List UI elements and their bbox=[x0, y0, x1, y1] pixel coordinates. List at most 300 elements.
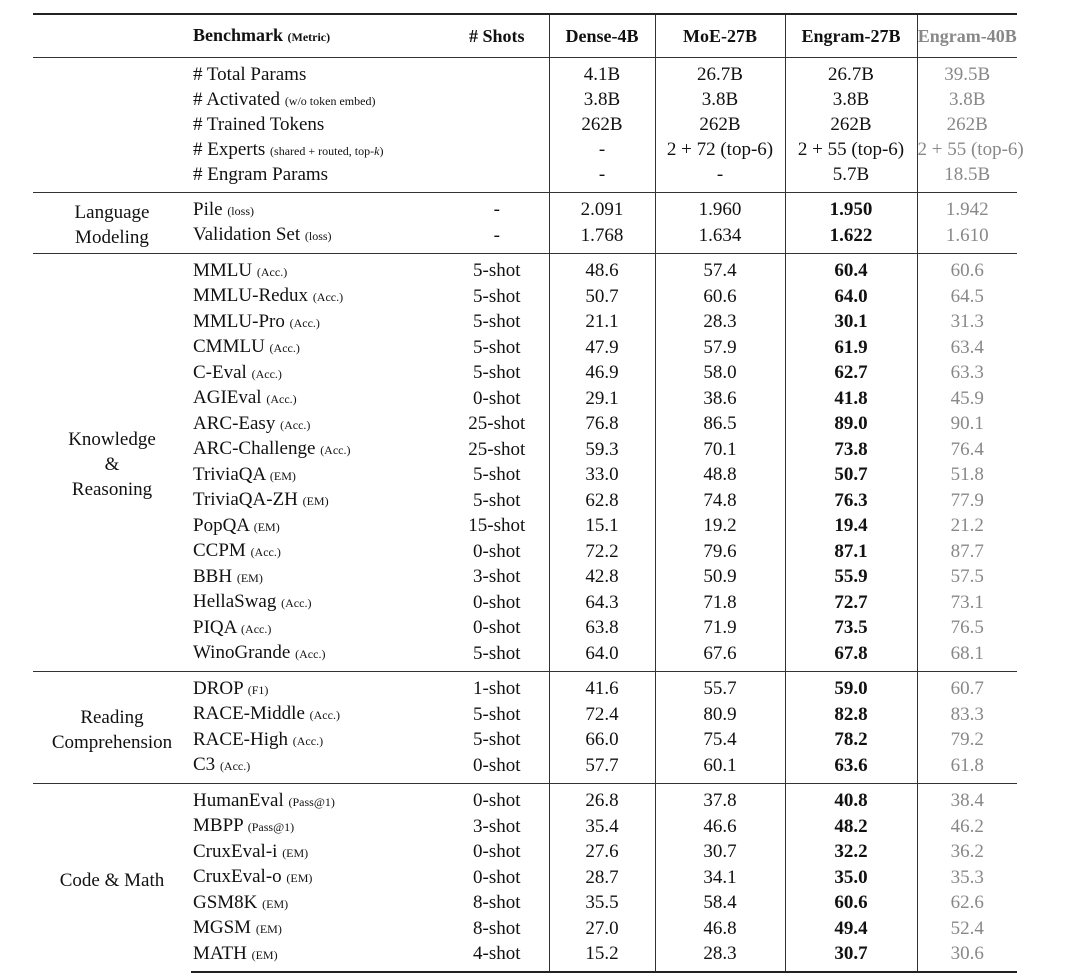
benchmark-metric: (Acc.) bbox=[266, 392, 297, 406]
param-name: # Trained Tokens bbox=[193, 114, 325, 135]
shots-value: 5-shot bbox=[473, 311, 521, 332]
section-category bbox=[33, 192, 191, 253]
benchmark-name-cell bbox=[191, 728, 445, 754]
benchmark-name-cell bbox=[191, 335, 445, 361]
moe-value: 1.634 bbox=[655, 223, 785, 253]
engram27-value: 76.3 bbox=[785, 488, 917, 514]
param-engram27-value: 262B bbox=[785, 113, 917, 138]
engram27-value: 49.4 bbox=[785, 916, 917, 942]
benchmark-section bbox=[33, 192, 1017, 253]
benchmark-name: PopQA bbox=[193, 514, 249, 536]
header-benchmark bbox=[191, 14, 445, 58]
benchmark-section bbox=[33, 253, 1017, 671]
shots-value: 3-shot bbox=[473, 815, 521, 837]
benchmark-name-cell bbox=[191, 865, 445, 891]
dense-value: 26.8 bbox=[549, 783, 655, 814]
category-line: & bbox=[104, 454, 120, 475]
param-engram27-value: 26.7B bbox=[785, 58, 917, 88]
dense-value: 47.9 bbox=[549, 335, 655, 361]
engram40-value: 62.6 bbox=[917, 891, 1017, 917]
benchmark-metric: (EM) bbox=[269, 468, 296, 483]
category-line: Language bbox=[74, 202, 150, 223]
benchmark-name-cell bbox=[191, 463, 445, 489]
benchmark-name: BBH bbox=[193, 565, 233, 587]
param-shots-cell bbox=[445, 163, 549, 192]
benchmark-name-cell bbox=[191, 514, 445, 540]
engram27-value: 63.6 bbox=[785, 753, 917, 783]
param-note: (shared + routed, top-k) bbox=[270, 143, 384, 158]
benchmark-name: CCPM bbox=[193, 540, 246, 561]
param-engram40-value: 39.5B bbox=[917, 58, 1017, 88]
moe-value: 71.9 bbox=[655, 616, 785, 642]
param-engram40-value: 18.5B bbox=[917, 163, 1017, 192]
dense-value: 50.7 bbox=[549, 284, 655, 310]
moe-value: 57.9 bbox=[655, 335, 785, 361]
benchmark-name-cell bbox=[191, 891, 445, 917]
benchmark-name-cell bbox=[191, 590, 445, 616]
engram27-value: 67.8 bbox=[785, 641, 917, 671]
benchmark-name-cell bbox=[191, 641, 445, 671]
benchmark-name-cell bbox=[191, 814, 445, 840]
params-section bbox=[33, 58, 1024, 193]
benchmark-name-cell bbox=[191, 753, 445, 783]
benchmark-name-cell bbox=[191, 361, 445, 387]
moe-value: 19.2 bbox=[655, 514, 785, 540]
param-label bbox=[191, 113, 445, 138]
benchmark-name-cell bbox=[191, 253, 445, 284]
engram27-value: 30.7 bbox=[785, 942, 917, 973]
engram27-value: 82.8 bbox=[785, 702, 917, 728]
shots-value: 8-shot bbox=[473, 917, 521, 939]
benchmark-name-cell bbox=[191, 671, 445, 702]
header-metric-label: (Metric) bbox=[287, 30, 331, 44]
moe-value: 28.3 bbox=[655, 942, 785, 973]
param-name: # Experts bbox=[193, 138, 266, 160]
benchmark-name-cell bbox=[191, 284, 445, 310]
param-note: (w/o token embed) bbox=[284, 93, 376, 108]
engram27-value: 40.8 bbox=[785, 783, 917, 814]
benchmark-name-cell bbox=[191, 488, 445, 514]
param-moe-value: 2 + 72 (top-6) bbox=[655, 138, 785, 164]
benchmark-name: CruxEval-i bbox=[193, 840, 278, 862]
benchmark-name-cell bbox=[191, 192, 445, 223]
benchmark-name: MMLU-Pro bbox=[193, 310, 285, 332]
moe-value: 38.6 bbox=[655, 386, 785, 412]
benchmark-name-cell bbox=[191, 565, 445, 591]
benchmark-name-cell bbox=[191, 539, 445, 565]
benchmark-name-cell bbox=[191, 310, 445, 336]
engram27-value: 1.622 bbox=[785, 223, 917, 253]
param-category-cell bbox=[33, 58, 191, 193]
param-label bbox=[191, 88, 445, 114]
benchmark-metric: (Pass@1) bbox=[288, 794, 335, 809]
shots-value: 0-shot bbox=[473, 540, 521, 562]
benchmark-metric: (EM) bbox=[262, 896, 289, 911]
moe-value: 34.1 bbox=[655, 865, 785, 891]
benchmark-name: RACE-High bbox=[193, 728, 288, 750]
dense-value: 2.091 bbox=[549, 192, 655, 223]
benchmark-metric: (loss) bbox=[227, 203, 254, 218]
moe-value: 58.0 bbox=[655, 361, 785, 387]
benchmark-name: C3 bbox=[193, 754, 216, 775]
engram27-value: 61.9 bbox=[785, 335, 917, 361]
dense-value: 27.0 bbox=[549, 916, 655, 942]
benchmark-name: WinoGrande bbox=[193, 642, 291, 663]
engram40-value: 36.2 bbox=[917, 840, 1017, 866]
shots-value: 5-shot bbox=[473, 285, 521, 307]
param-engram40-value: 2 + 55 (top-6) bbox=[917, 138, 1017, 164]
benchmark-metric: (F1) bbox=[247, 682, 269, 697]
param-label bbox=[191, 58, 445, 88]
dense-value: 42.8 bbox=[549, 565, 655, 591]
param-dense-value: 262B bbox=[549, 113, 655, 138]
engram40-value: 68.1 bbox=[917, 641, 1017, 671]
engram27-value: 48.2 bbox=[785, 814, 917, 840]
moe-value: 30.7 bbox=[655, 840, 785, 866]
benchmark-metric: (EM) bbox=[286, 871, 313, 885]
engram27-value: 78.2 bbox=[785, 728, 917, 754]
table-row bbox=[33, 192, 1017, 223]
param-moe-value: 26.7B bbox=[655, 58, 785, 88]
param-engram27-value: 2 + 55 (top-6) bbox=[785, 138, 917, 164]
benchmark-metric: (loss) bbox=[304, 229, 332, 243]
engram27-value: 35.0 bbox=[785, 865, 917, 891]
param-moe-value: 3.8B bbox=[655, 88, 785, 114]
moe-value: 74.8 bbox=[655, 488, 785, 514]
engram27-value: 30.1 bbox=[785, 310, 917, 336]
header-engram40: Engram-40B bbox=[917, 14, 1017, 58]
engram27-value: 73.5 bbox=[785, 616, 917, 642]
engram27-value: 32.2 bbox=[785, 840, 917, 866]
engram40-value: 83.3 bbox=[917, 702, 1017, 728]
benchmark-metric: (EM) bbox=[255, 922, 282, 936]
header-dense: Dense-4B bbox=[549, 14, 655, 58]
header-row bbox=[33, 14, 1017, 58]
benchmark-name: MBPP bbox=[193, 815, 243, 836]
dense-value: 76.8 bbox=[549, 412, 655, 438]
engram27-value: 41.8 bbox=[785, 386, 917, 412]
shots-value: 0-shot bbox=[473, 754, 521, 776]
benchmark-metric: (Acc.) bbox=[241, 621, 272, 636]
header-shots: # Shots bbox=[445, 14, 549, 58]
engram27-value: 87.1 bbox=[785, 539, 917, 565]
param-moe-value: - bbox=[655, 163, 785, 192]
engram40-value: 45.9 bbox=[917, 386, 1017, 412]
benchmark-metric: (Acc.) bbox=[251, 366, 282, 381]
benchmark-metric: (EM) bbox=[253, 519, 280, 534]
shots-value: 5-shot bbox=[473, 489, 521, 511]
shots-value: 0-shot bbox=[473, 841, 521, 862]
param-engram40-value: 262B bbox=[917, 113, 1017, 138]
shots-value: 0-shot bbox=[473, 866, 521, 888]
param-shots-cell bbox=[445, 138, 549, 164]
dense-value: 64.3 bbox=[549, 590, 655, 616]
benchmark-metric: (Acc.) bbox=[312, 290, 344, 304]
shots-value: - bbox=[445, 192, 549, 223]
benchmark-name-cell bbox=[191, 386, 445, 412]
shots-value: 5-shot bbox=[473, 642, 521, 664]
moe-value: 46.8 bbox=[655, 916, 785, 942]
engram40-value: 30.6 bbox=[917, 942, 1017, 973]
section-category bbox=[33, 671, 191, 783]
param-dense-value: 3.8B bbox=[549, 88, 655, 114]
moe-value: 48.8 bbox=[655, 463, 785, 489]
benchmark-name: MATH bbox=[193, 942, 247, 964]
benchmark-name: C-Eval bbox=[193, 361, 247, 383]
engram40-value: 60.6 bbox=[917, 253, 1017, 284]
benchmark-section bbox=[33, 671, 1017, 783]
engram27-value: 89.0 bbox=[785, 412, 917, 438]
results-table-container bbox=[33, 13, 1024, 973]
benchmark-name: MGSM bbox=[193, 917, 252, 938]
param-row bbox=[33, 58, 1017, 88]
header-moe: MoE-27B bbox=[655, 14, 785, 58]
shots-value: 3-shot bbox=[473, 566, 521, 587]
shots-value: 25-shot bbox=[468, 413, 526, 434]
param-shots-cell bbox=[445, 113, 549, 138]
engram27-value: 72.7 bbox=[785, 590, 917, 616]
benchmark-name: MMLU-Redux bbox=[193, 285, 309, 306]
engram27-value: 73.8 bbox=[785, 437, 917, 463]
table-row bbox=[33, 671, 1017, 702]
table-row bbox=[33, 783, 1017, 814]
benchmark-section bbox=[33, 783, 1017, 972]
shots-value: 5-shot bbox=[445, 253, 549, 284]
benchmark-metric: (EM) bbox=[302, 494, 329, 508]
shots-value: 5-shot bbox=[473, 362, 521, 383]
dense-value: 72.4 bbox=[549, 702, 655, 728]
category-line: Comprehension bbox=[51, 731, 173, 753]
benchmark-name: AGIEval bbox=[193, 387, 262, 408]
engram40-value: 51.8 bbox=[917, 463, 1017, 489]
table-row bbox=[33, 253, 1017, 284]
engram40-value: 38.4 bbox=[917, 783, 1017, 814]
engram40-value: 76.4 bbox=[917, 437, 1017, 463]
shots-value: 1-shot bbox=[445, 671, 549, 702]
engram40-value: 1.610 bbox=[917, 223, 1017, 253]
benchmark-metric: (Acc.) bbox=[292, 733, 324, 748]
benchmark-metric: (Pass@1) bbox=[247, 820, 295, 834]
benchmark-name: CMMLU bbox=[193, 336, 265, 357]
engram40-value: 21.2 bbox=[917, 514, 1017, 540]
param-dense-value: - bbox=[549, 163, 655, 192]
benchmark-name: ARC-Easy bbox=[193, 412, 276, 434]
engram40-value: 57.5 bbox=[917, 565, 1017, 591]
benchmark-name: TriviaQA-ZH bbox=[193, 489, 298, 510]
shots-value: 15-shot bbox=[468, 515, 526, 536]
dense-value: 59.3 bbox=[549, 437, 655, 463]
moe-value: 37.8 bbox=[655, 783, 785, 814]
shots-value: 25-shot bbox=[468, 438, 526, 460]
dense-value: 27.6 bbox=[549, 840, 655, 866]
category-line: Modeling bbox=[75, 227, 149, 248]
benchmark-name: HumanEval bbox=[193, 789, 284, 811]
dense-value: 62.8 bbox=[549, 488, 655, 514]
param-label bbox=[191, 163, 445, 192]
engram27-value: 19.4 bbox=[785, 514, 917, 540]
benchmark-name-cell bbox=[191, 942, 445, 973]
benchmark-name-cell bbox=[191, 437, 445, 463]
moe-value: 86.5 bbox=[655, 412, 785, 438]
results-table bbox=[33, 13, 1024, 973]
header-benchmark-label: Benchmark bbox=[193, 25, 283, 45]
engram27-value: 60.4 bbox=[785, 253, 917, 284]
benchmark-name: RACE-Middle bbox=[193, 703, 305, 724]
section-category bbox=[33, 253, 191, 671]
benchmark-name: Pile bbox=[193, 198, 223, 220]
dense-value: 35.5 bbox=[549, 891, 655, 917]
dense-value: 21.1 bbox=[549, 310, 655, 336]
shots-value: 5-shot bbox=[473, 464, 521, 485]
benchmark-metric: (Acc.) bbox=[250, 545, 281, 559]
engram27-value: 50.7 bbox=[785, 463, 917, 489]
engram40-value: 46.2 bbox=[917, 814, 1017, 840]
shots-value: 8-shot bbox=[473, 892, 521, 913]
dense-value: 46.9 bbox=[549, 361, 655, 387]
engram27-value: 60.6 bbox=[785, 891, 917, 917]
benchmark-name-cell bbox=[191, 616, 445, 642]
moe-value: 79.6 bbox=[655, 539, 785, 565]
dense-value: 29.1 bbox=[549, 386, 655, 412]
dense-value: 57.7 bbox=[549, 753, 655, 783]
dense-value: 33.0 bbox=[549, 463, 655, 489]
param-name: # Engram Params bbox=[193, 164, 329, 185]
shots-value: 0-shot bbox=[473, 617, 521, 638]
moe-value: 75.4 bbox=[655, 728, 785, 754]
benchmark-metric: (EM) bbox=[236, 570, 263, 585]
moe-value: 28.3 bbox=[655, 310, 785, 336]
engram40-value: 77.9 bbox=[917, 488, 1017, 514]
dense-value: 63.8 bbox=[549, 616, 655, 642]
dense-value: 64.0 bbox=[549, 641, 655, 671]
benchmark-metric: (Acc.) bbox=[320, 443, 351, 457]
param-moe-value: 262B bbox=[655, 113, 785, 138]
param-name: # Activated bbox=[193, 88, 281, 110]
engram27-value: 59.0 bbox=[785, 671, 917, 702]
dense-value: 41.6 bbox=[549, 671, 655, 702]
benchmark-metric: (Acc.) bbox=[295, 647, 326, 661]
shots-value: - bbox=[493, 224, 500, 246]
dense-value: 48.6 bbox=[549, 253, 655, 284]
dense-value: 72.2 bbox=[549, 539, 655, 565]
moe-value: 80.9 bbox=[655, 702, 785, 728]
engram27-value: 64.0 bbox=[785, 284, 917, 310]
shots-value: 5-shot bbox=[473, 336, 521, 358]
engram40-value: 90.1 bbox=[917, 412, 1017, 438]
category-line: Reading bbox=[80, 706, 144, 728]
benchmark-name: TriviaQA bbox=[193, 463, 266, 485]
benchmark-name-cell bbox=[191, 916, 445, 942]
benchmark-name: Validation Set bbox=[193, 224, 301, 245]
param-note-k: k bbox=[374, 143, 380, 158]
dense-value: 15.1 bbox=[549, 514, 655, 540]
moe-value: 55.7 bbox=[655, 671, 785, 702]
benchmark-metric: (Acc.) bbox=[289, 315, 320, 330]
param-shots-cell bbox=[445, 58, 549, 88]
benchmark-metric: (Acc.) bbox=[269, 341, 300, 355]
benchmark-name: PIQA bbox=[193, 616, 237, 638]
engram40-value: 31.3 bbox=[917, 310, 1017, 336]
benchmark-metric: (Acc.) bbox=[219, 759, 251, 773]
engram27-value: 1.950 bbox=[785, 192, 917, 223]
benchmark-name: GSM8K bbox=[193, 891, 258, 913]
engram40-value: 79.2 bbox=[917, 728, 1017, 754]
shots-value: 4-shot bbox=[445, 942, 549, 973]
shots-value: 0-shot bbox=[473, 591, 521, 613]
engram40-value: 63.3 bbox=[917, 361, 1017, 387]
param-label bbox=[191, 138, 445, 164]
benchmark-name-cell bbox=[191, 412, 445, 438]
category-line: Reasoning bbox=[71, 479, 153, 500]
param-dense-value: - bbox=[549, 138, 655, 164]
benchmark-metric: (Acc.) bbox=[309, 708, 340, 722]
header-engram27: Engram-27B bbox=[785, 14, 917, 58]
benchmark-name: DROP bbox=[193, 677, 243, 699]
engram27-value: 62.7 bbox=[785, 361, 917, 387]
benchmark-name: CruxEval-o bbox=[193, 866, 282, 887]
engram40-value: 64.5 bbox=[917, 284, 1017, 310]
moe-value: 60.1 bbox=[655, 753, 785, 783]
dense-value: 15.2 bbox=[549, 942, 655, 973]
moe-value: 46.6 bbox=[655, 814, 785, 840]
moe-value: 60.6 bbox=[655, 284, 785, 310]
shots-value: 0-shot bbox=[473, 387, 521, 409]
benchmark-metric: (Acc.) bbox=[281, 596, 312, 610]
category-line: Knowledge bbox=[68, 429, 156, 450]
param-engram40-value: 3.8B bbox=[917, 88, 1017, 114]
dense-value: 35.4 bbox=[549, 814, 655, 840]
engram40-value: 63.4 bbox=[917, 335, 1017, 361]
shots-value: 5-shot bbox=[473, 729, 521, 750]
engram40-value: 61.8 bbox=[917, 753, 1017, 783]
category-line: Code & Math bbox=[59, 869, 165, 891]
moe-value: 50.9 bbox=[655, 565, 785, 591]
dense-value: 28.7 bbox=[549, 865, 655, 891]
benchmark-name: ARC-Challenge bbox=[193, 438, 316, 459]
benchmark-metric: (Acc.) bbox=[280, 417, 311, 432]
engram27-value: 55.9 bbox=[785, 565, 917, 591]
moe-value: 57.4 bbox=[655, 253, 785, 284]
benchmark-name: HellaSwag bbox=[193, 591, 277, 612]
benchmark-name-cell bbox=[191, 840, 445, 866]
moe-value: 1.960 bbox=[655, 192, 785, 223]
shots-value: 0-shot bbox=[445, 783, 549, 814]
param-engram27-value: 5.7B bbox=[785, 163, 917, 192]
shots-value: 5-shot bbox=[473, 703, 521, 725]
engram40-value: 35.3 bbox=[917, 865, 1017, 891]
benchmark-name-cell bbox=[191, 223, 445, 253]
benchmark-metric: (Acc.) bbox=[256, 264, 288, 279]
dense-value: 1.768 bbox=[549, 223, 655, 253]
moe-value: 70.1 bbox=[655, 437, 785, 463]
benchmark-name-cell bbox=[191, 702, 445, 728]
engram40-value: 1.942 bbox=[917, 192, 1017, 223]
engram40-value: 52.4 bbox=[917, 916, 1017, 942]
engram40-value: 87.7 bbox=[917, 539, 1017, 565]
param-dense-value: 4.1B bbox=[549, 58, 655, 88]
moe-value: 58.4 bbox=[655, 891, 785, 917]
benchmark-metric: (EM) bbox=[251, 947, 278, 962]
benchmark-name: MMLU bbox=[193, 259, 253, 281]
section-category bbox=[33, 783, 191, 972]
param-shots-cell bbox=[445, 88, 549, 114]
param-name: # Total Params bbox=[193, 64, 307, 85]
moe-value: 71.8 bbox=[655, 590, 785, 616]
dense-value: 66.0 bbox=[549, 728, 655, 754]
engram40-value: 73.1 bbox=[917, 590, 1017, 616]
moe-value: 67.6 bbox=[655, 641, 785, 671]
benchmark-metric: (EM) bbox=[282, 845, 309, 860]
